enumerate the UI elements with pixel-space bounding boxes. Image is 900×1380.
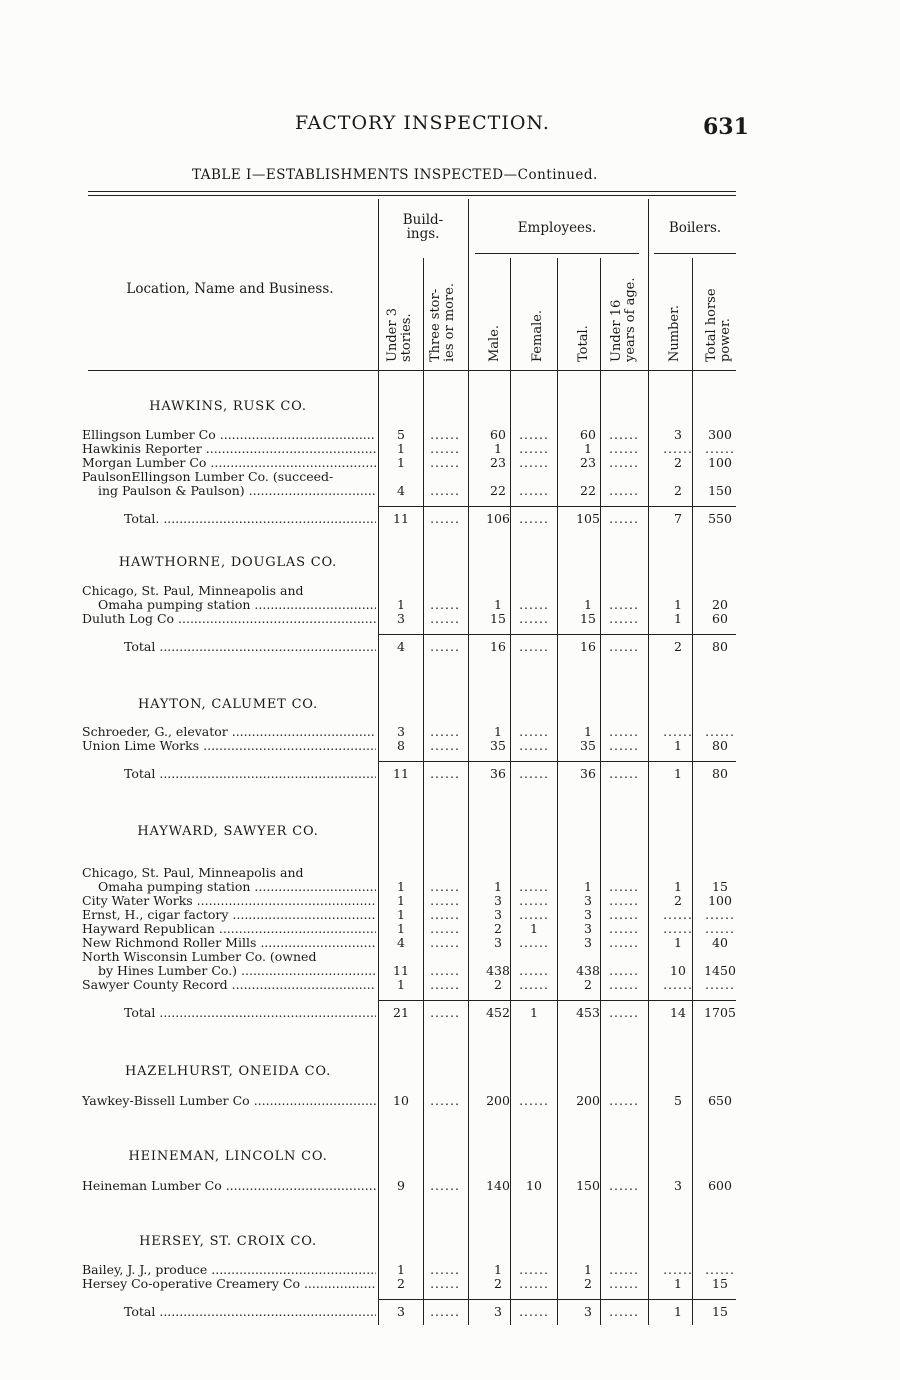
leader-dots: ...... — [519, 1305, 549, 1319]
leader-dots: ...... — [519, 1263, 549, 1277]
cell-male: 23 — [490, 456, 506, 470]
leader-dots: ...... — [430, 640, 460, 654]
leader-dots: ...... — [705, 908, 735, 922]
total-label: Total ..... — [124, 1006, 376, 1020]
table-row — [0, 1179, 900, 1193]
leader-dots: ...... — [609, 484, 639, 498]
table-row-continuation — [0, 484, 900, 498]
cell-male: 1 — [494, 442, 502, 456]
table-row — [0, 894, 900, 908]
cell-under3: 1 — [397, 598, 405, 612]
cell-hp: 100 — [708, 894, 732, 908]
total-rule — [378, 1000, 736, 1001]
leader-dots: ...... — [609, 512, 639, 526]
table-row-continuation — [0, 964, 900, 978]
total-label: Total ..... — [124, 1305, 376, 1319]
leader-dots: ...... — [663, 1263, 693, 1277]
cell-number: 1 — [674, 880, 682, 894]
cell-male: 200 — [486, 1094, 510, 1108]
cell-under3: 4 — [397, 936, 405, 950]
cell-total: 1 — [584, 725, 592, 739]
cell-total: 2 — [584, 978, 592, 992]
leader-dots: ...... — [519, 1277, 549, 1291]
cell-total: 1 — [584, 880, 592, 894]
leader-dots: ...... — [609, 1006, 639, 1020]
column-rule — [423, 258, 424, 1325]
total-cell-total: 3 — [584, 1305, 592, 1319]
total-cell-under3: 21 — [393, 1006, 409, 1020]
table-row — [0, 978, 900, 992]
cell-hp: 40 — [712, 936, 728, 950]
leader-dots: ...... — [663, 442, 693, 456]
total-cell-male: 106 — [486, 512, 510, 526]
leader-dots: ...... — [430, 1094, 460, 1108]
cell-total: 3 — [584, 894, 592, 908]
leader-dots: ...... — [430, 1263, 460, 1277]
cell-total: 3 — [584, 936, 592, 950]
cell-total: 23 — [580, 456, 596, 470]
establishment-name: Hawkinis Reporter ..... — [82, 442, 376, 456]
table-row — [0, 936, 900, 950]
leader-dots: ...... — [609, 1179, 639, 1193]
establishment-name: Duluth Log Co ..... — [82, 612, 376, 626]
table-row — [0, 1094, 900, 1108]
cell-total: 3 — [584, 922, 592, 936]
total-row — [0, 640, 900, 654]
leader-dots: ...... — [609, 964, 639, 978]
cell-hp: 600 — [708, 1179, 732, 1193]
total-rule — [378, 761, 736, 762]
cell-male: 140 — [486, 1179, 510, 1193]
establishment-name: Yawkey-Bissell Lumber Co ..... — [82, 1094, 376, 1108]
establishment-name: New Richmond Roller Mills ..... — [82, 936, 376, 950]
table-row — [0, 866, 900, 880]
leader-dots: ...... — [430, 739, 460, 753]
cell-female: 10 — [526, 1179, 542, 1193]
header-under-16: Under 16 years of age. — [609, 277, 638, 362]
total-cell-hp: 15 — [712, 1305, 728, 1319]
cell-male: 1 — [494, 1263, 502, 1277]
cell-under3: 1 — [397, 442, 405, 456]
cell-hp: 150 — [708, 484, 732, 498]
cell-male: 3 — [494, 908, 502, 922]
total-cell-female: 1 — [530, 1006, 538, 1020]
establishment-name: Ernst, H., cigar factory ..... — [82, 908, 376, 922]
establishment-name: Ellingson Lumber Co ..... — [82, 428, 376, 442]
cell-total: 60 — [580, 428, 596, 442]
top-double-rule-2 — [88, 195, 736, 196]
leader-dots: ...... — [663, 922, 693, 936]
section-heading: HAWTHORNE, DOUGLAS CO. — [118, 555, 338, 570]
table-row — [0, 584, 900, 598]
leader-dots: ...... — [663, 908, 693, 922]
cell-hp: 15 — [712, 1277, 728, 1291]
leader-dots: ...... — [519, 1094, 549, 1108]
leader-dots: ...... — [663, 725, 693, 739]
leader-dots: ...... — [519, 978, 549, 992]
total-row — [0, 1006, 900, 1020]
table-row — [0, 428, 900, 442]
leader-dots: ...... — [609, 612, 639, 626]
cell-hp: 1450 — [704, 964, 736, 978]
cell-male: 2 — [494, 922, 502, 936]
table-row-continuation — [0, 880, 900, 894]
leader-dots: ...... — [609, 428, 639, 442]
cell-number: 1 — [674, 612, 682, 626]
table-row — [0, 725, 900, 739]
leader-dots: ...... — [430, 964, 460, 978]
establishment-name: Bailey, J. J., produce ..... — [82, 1263, 376, 1277]
leader-dots: ...... — [519, 484, 549, 498]
leader-dots: ...... — [519, 612, 549, 626]
cell-number: 1 — [674, 739, 682, 753]
leader-dots: ...... — [609, 1277, 639, 1291]
leader-dots: ...... — [609, 880, 639, 894]
header-total: Total. — [576, 325, 591, 362]
cell-total: 35 — [580, 739, 596, 753]
total-cell-under3: 3 — [397, 1305, 405, 1319]
leader-dots: ...... — [519, 767, 549, 781]
establishment-name: PaulsonEllingson Lumber Co. (succeed- — [82, 470, 334, 484]
leader-dots: ...... — [705, 442, 735, 456]
cell-hp: 60 — [712, 612, 728, 626]
total-cell-total: 453 — [576, 1006, 600, 1020]
header-male: Male. — [487, 324, 502, 362]
total-cell-number: 1 — [674, 767, 682, 781]
establishment-name: Sawyer County Record ..... — [82, 978, 376, 992]
running-head: FACTORY INSPECTION. — [295, 112, 550, 134]
leader-dots: ...... — [519, 442, 549, 456]
cell-under3: 3 — [397, 725, 405, 739]
leader-dots: ...... — [519, 640, 549, 654]
table-row — [0, 612, 900, 626]
cell-hp: 100 — [708, 456, 732, 470]
cell-under3: 9 — [397, 1179, 405, 1193]
header-female: Female. — [530, 309, 545, 362]
leader-dots: ...... — [609, 767, 639, 781]
leader-dots: ...... — [609, 442, 639, 456]
group-rule-boilers — [654, 253, 736, 254]
cell-total: 1 — [584, 442, 592, 456]
column-rule — [510, 258, 511, 1325]
total-label: Total. ..... — [124, 512, 376, 526]
establishment-name: Hersey Co-operative Creamery Co ..... — [82, 1277, 376, 1291]
leader-dots: ...... — [705, 725, 735, 739]
cell-female: 1 — [530, 922, 538, 936]
total-rule — [378, 506, 736, 507]
cell-under3: 1 — [397, 978, 405, 992]
cell-number: 1 — [674, 936, 682, 950]
column-rule — [468, 199, 469, 1325]
cell-total: 15 — [580, 612, 596, 626]
column-rule — [692, 258, 693, 1325]
cell-under3: 4 — [397, 484, 405, 498]
cell-hp: 80 — [712, 739, 728, 753]
header-three-stories-or-more: Three stor- ies or more. — [428, 282, 457, 362]
cell-male: 438 — [486, 964, 510, 978]
page-number: 631 — [703, 114, 749, 140]
table-row — [0, 470, 900, 484]
leader-dots: ...... — [519, 880, 549, 894]
leader-dots: ...... — [519, 428, 549, 442]
establishment-name: Chicago, St. Paul, Minneapolis and — [82, 584, 304, 598]
leader-dots: ...... — [430, 880, 460, 894]
section-heading: HERSEY, ST. CROIX CO. — [139, 1234, 317, 1249]
cell-male: 3 — [494, 936, 502, 950]
total-cell-male: 36 — [490, 767, 506, 781]
leader-dots: ...... — [609, 908, 639, 922]
leader-dots: ...... — [609, 1263, 639, 1277]
cell-hp: 15 — [712, 880, 728, 894]
cell-total: 2 — [584, 1277, 592, 1291]
section-heading: HEINEMAN, LINCOLN CO. — [128, 1149, 328, 1164]
leader-dots: ...... — [705, 922, 735, 936]
cell-number: 2 — [674, 894, 682, 908]
cell-number: 2 — [674, 484, 682, 498]
cell-number: 3 — [674, 428, 682, 442]
leader-dots: ...... — [519, 456, 549, 470]
leader-dots: ...... — [609, 922, 639, 936]
table-title: TABLE I—ESTABLISHMENTS INSPECTED—Continued. — [192, 167, 598, 183]
table-row — [0, 1263, 900, 1277]
leader-dots: ...... — [430, 1006, 460, 1020]
cell-total: 1 — [584, 1263, 592, 1277]
total-cell-total: 105 — [576, 512, 600, 526]
establishment-name: Schroeder, G., elevator ..... — [82, 725, 376, 739]
total-rule — [378, 1299, 736, 1300]
establishment-name: Morgan Lumber Co ..... — [82, 456, 376, 470]
establishment-name: Union Lime Works ..... — [82, 739, 376, 753]
leader-dots: ...... — [430, 1305, 460, 1319]
cell-hp: 300 — [708, 428, 732, 442]
establishment-name-continuation: by Hines Lumber Co.) ..... — [98, 964, 376, 978]
top-double-rule-1 — [88, 191, 736, 192]
cell-number: 3 — [674, 1179, 682, 1193]
cell-number: 1 — [674, 598, 682, 612]
total-cell-number: 14 — [670, 1006, 686, 1020]
section-heading: HAYWARD, SAWYER CO. — [137, 824, 319, 839]
table-row-continuation — [0, 598, 900, 612]
cell-under3: 3 — [397, 612, 405, 626]
leader-dots: ...... — [609, 1305, 639, 1319]
total-label: Total ..... — [124, 640, 376, 654]
establishment-name: North Wisconsin Lumber Co. (owned — [82, 950, 317, 964]
total-cell-male: 452 — [486, 1006, 510, 1020]
leader-dots: ...... — [519, 936, 549, 950]
cell-under3: 5 — [397, 428, 405, 442]
cell-number: 10 — [670, 964, 686, 978]
leader-dots: ...... — [609, 456, 639, 470]
leader-dots: ...... — [430, 442, 460, 456]
total-cell-number: 1 — [674, 1305, 682, 1319]
establishment-name: Heineman Lumber Co ..... — [82, 1179, 376, 1193]
leader-dots: ...... — [609, 725, 639, 739]
column-rule — [648, 199, 649, 1325]
leader-dots: ...... — [519, 512, 549, 526]
header-employees: Employees. — [517, 220, 597, 236]
cell-total: 150 — [576, 1179, 600, 1193]
leader-dots: ...... — [430, 1179, 460, 1193]
header-boilers: Boilers. — [668, 220, 722, 236]
cell-number: 2 — [674, 456, 682, 470]
cell-total: 22 — [580, 484, 596, 498]
leader-dots: ...... — [663, 978, 693, 992]
total-row — [0, 512, 900, 526]
leader-dots: ...... — [609, 1094, 639, 1108]
cell-under3: 1 — [397, 880, 405, 894]
leader-dots: ...... — [430, 767, 460, 781]
header-location: Location, Name and Business. — [126, 281, 334, 297]
leader-dots: ...... — [430, 725, 460, 739]
cell-male: 35 — [490, 739, 506, 753]
header-number: Number. — [667, 304, 682, 362]
establishment-name-continuation: ing Paulson & Paulson) ..... — [98, 484, 376, 498]
cell-under3: 10 — [393, 1094, 409, 1108]
table-row — [0, 1277, 900, 1291]
table-row — [0, 739, 900, 753]
leader-dots: ...... — [609, 640, 639, 654]
cell-total: 1 — [584, 598, 592, 612]
leader-dots: ...... — [430, 908, 460, 922]
leader-dots: ...... — [430, 612, 460, 626]
total-cell-hp: 80 — [712, 767, 728, 781]
cell-male: 15 — [490, 612, 506, 626]
leader-dots: ...... — [519, 908, 549, 922]
cell-male: 22 — [490, 484, 506, 498]
leader-dots: ...... — [430, 1277, 460, 1291]
section-heading: HAZELHURST, ONEIDA CO. — [124, 1064, 332, 1079]
leader-dots: ...... — [609, 978, 639, 992]
total-rule — [378, 634, 736, 635]
total-cell-under3: 11 — [393, 767, 409, 781]
leader-dots: ...... — [705, 1263, 735, 1277]
cell-number: 5 — [674, 1094, 682, 1108]
cell-hp: 650 — [708, 1094, 732, 1108]
total-cell-under3: 4 — [397, 640, 405, 654]
total-cell-number: 7 — [674, 512, 682, 526]
leader-dots: ...... — [609, 936, 639, 950]
table-row — [0, 908, 900, 922]
header-under-3-stories: Under 3 stories. — [385, 308, 414, 362]
leader-dots: ...... — [430, 922, 460, 936]
total-cell-under3: 11 — [393, 512, 409, 526]
header-bottom-rule — [88, 370, 736, 371]
establishment-name-continuation: Omaha pumping station ..... — [98, 880, 376, 894]
total-cell-total: 36 — [580, 767, 596, 781]
leader-dots: ...... — [705, 978, 735, 992]
cell-under3: 1 — [397, 456, 405, 470]
total-cell-hp: 1705 — [704, 1006, 736, 1020]
section-heading: HAWKINS, RUSK CO. — [149, 399, 307, 414]
cell-male: 60 — [490, 428, 506, 442]
establishment-name-continuation: Omaha pumping station ..... — [98, 598, 376, 612]
total-row — [0, 767, 900, 781]
leader-dots: ...... — [519, 894, 549, 908]
leader-dots: ...... — [609, 739, 639, 753]
cell-under3: 11 — [393, 964, 409, 978]
leader-dots: ...... — [430, 484, 460, 498]
total-row — [0, 1305, 900, 1319]
leader-dots: ...... — [519, 725, 549, 739]
cell-male: 2 — [494, 978, 502, 992]
group-rule-employees — [475, 253, 639, 254]
leader-dots: ...... — [430, 598, 460, 612]
table-row — [0, 950, 900, 964]
establishment-name: Chicago, St. Paul, Minneapolis and — [82, 866, 304, 880]
total-cell-number: 2 — [674, 640, 682, 654]
cell-under3: 1 — [397, 922, 405, 936]
column-rule — [600, 258, 601, 1325]
cell-male: 2 — [494, 1277, 502, 1291]
column-rule — [378, 199, 379, 1325]
cell-hp: 20 — [712, 598, 728, 612]
cell-male: 1 — [494, 598, 502, 612]
cell-under3: 1 — [397, 1263, 405, 1277]
cell-under3: 8 — [397, 739, 405, 753]
establishment-name: Hayward Republican ..... — [82, 922, 376, 936]
cell-male: 1 — [494, 880, 502, 894]
header-buildings: Build- ings. — [402, 212, 444, 242]
leader-dots: ...... — [519, 598, 549, 612]
cell-under3: 1 — [397, 908, 405, 922]
total-label: Total ..... — [124, 767, 376, 781]
leader-dots: ...... — [609, 894, 639, 908]
cell-male: 3 — [494, 894, 502, 908]
column-rule — [557, 258, 558, 1325]
total-cell-male: 3 — [494, 1305, 502, 1319]
cell-under3: 1 — [397, 894, 405, 908]
total-cell-hp: 550 — [708, 512, 732, 526]
leader-dots: ...... — [519, 964, 549, 978]
total-cell-male: 16 — [490, 640, 506, 654]
cell-male: 1 — [494, 725, 502, 739]
cell-total: 3 — [584, 908, 592, 922]
leader-dots: ...... — [430, 512, 460, 526]
leader-dots: ...... — [430, 978, 460, 992]
leader-dots: ...... — [430, 456, 460, 470]
leader-dots: ...... — [519, 739, 549, 753]
cell-total: 438 — [576, 964, 600, 978]
section-heading: HAYTON, CALUMET CO. — [138, 697, 318, 712]
table-row — [0, 456, 900, 470]
leader-dots: ...... — [430, 894, 460, 908]
header-horse-power: Total horse power. — [704, 288, 733, 362]
cell-under3: 2 — [397, 1277, 405, 1291]
total-cell-hp: 80 — [712, 640, 728, 654]
total-cell-total: 16 — [580, 640, 596, 654]
leader-dots: ...... — [609, 598, 639, 612]
cell-number: 1 — [674, 1277, 682, 1291]
establishment-name: City Water Works ..... — [82, 894, 376, 908]
leader-dots: ...... — [430, 936, 460, 950]
table-row — [0, 922, 900, 936]
cell-total: 200 — [576, 1094, 600, 1108]
leader-dots: ...... — [430, 428, 460, 442]
table-row — [0, 442, 900, 456]
